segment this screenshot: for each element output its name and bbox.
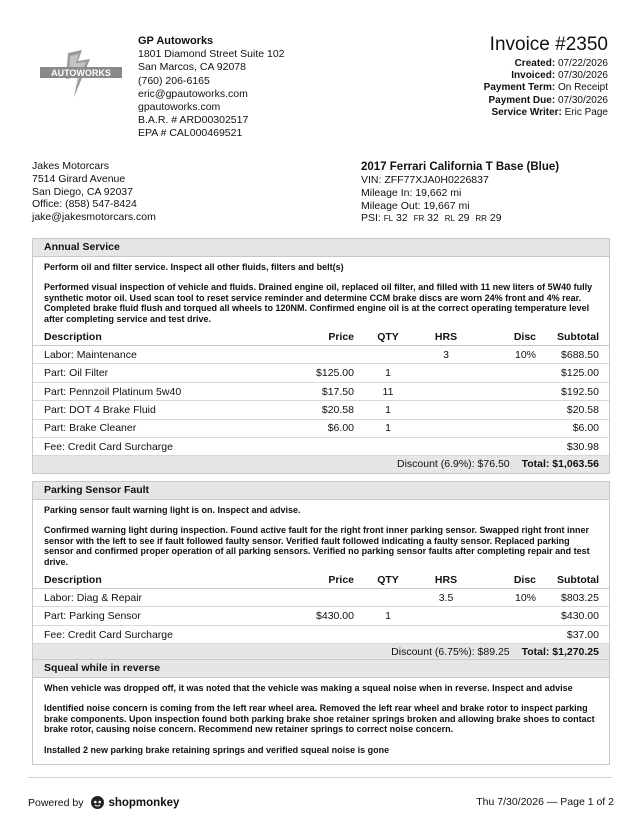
line-items-table — [33, 328, 609, 456]
col-subtotal: Subtotal — [536, 328, 609, 346]
service-section-squeal — [32, 659, 610, 765]
table-row: Labor: Diag & Repair 3.5 10% $803.25 — [33, 589, 609, 607]
col-disc: Disc — [470, 571, 536, 589]
shop-website: gpautoworks.com — [138, 101, 221, 114]
col-description: Description — [33, 328, 286, 346]
vehicle-info — [361, 160, 559, 226]
footer-divider — [28, 777, 612, 778]
table-row: Part: Oil Filter $125.00 1 $125.00 — [33, 364, 609, 382]
customer-email: jake@jakesmotorcars.com — [32, 211, 156, 224]
section-complaint: Perform oil and filter service. Inspect all other fluids, filters and belt(s) — [44, 262, 344, 272]
section-notes: Confirmed warning light during inspection. Found active fault for the right front inner parking sensor. Swapped right front inner sensor with the left to see if fault followed faulty sensor. Verified fault followed indicating a faulty sensor. Replaced parking sensor and confirmed proper operation of all parking sensors. Verified no parking sensor faults after completing repair and test drive. — [44, 525, 590, 567]
section-total: Total: $1,270.25 — [521, 646, 599, 659]
customer-info — [32, 160, 156, 224]
section-discount: Discount (6.9%): $76.50 — [396, 458, 510, 471]
section-title: Annual Service — [33, 239, 609, 257]
table-header-row — [33, 328, 609, 346]
shop-phone: (760) 206-6165 — [138, 74, 210, 87]
shop-name: GP Autoworks — [138, 35, 214, 47]
shop-epa: EPA # CAL000469521 — [138, 127, 243, 140]
col-disc: Disc — [470, 328, 536, 346]
col-hrs: HRS — [422, 571, 470, 589]
shop-email: eric@gpautoworks.com — [138, 87, 248, 100]
section-complaint: When vehicle was dropped off, it was noted that the vehicle was making a squeal noise when in reverse. Inspect and advise — [44, 683, 573, 693]
section-total: Total: $1,063.56 — [521, 458, 599, 471]
vehicle-psi: PSI: FL 32 FR 32 RL 29 RR 29 — [361, 212, 502, 225]
customer-address2: San Diego, CA 92037 — [32, 185, 133, 198]
section-complaint: Parking sensor fault warning light is on. Inspect and advise. — [44, 505, 301, 515]
section-notes: Performed visual inspection of vehicle and fluids. Drained engine oil, replaced oil filter, and filled with 11 new liters of 5W40 fully synthetic motor oil. Used scan tool to reset service reminder and determine CCM brake discs are worn 24% front and 4% rear. Completed brake fluid flush and torqued all wheels to 120NM. Confirmed engine oil is at the correct operating temperature level after completing service and test drive. — [44, 282, 593, 324]
section-title: Parking Sensor Fault — [33, 482, 609, 500]
logo-text: AUTOWORKS — [51, 68, 111, 78]
section-notes-2: Installed 2 new parking brake retaining springs and verified squeal noise is gone — [44, 744, 390, 755]
shopmonkey-icon — [91, 796, 104, 809]
section-discount: Discount (6.75%): $89.25 — [391, 646, 510, 659]
shop-address1: 1801 Diamond Street Suite 102 — [138, 48, 285, 61]
service-section-parking-sensor — [32, 481, 610, 662]
invoice-title: Invoice #2350 — [489, 34, 608, 55]
section-title: Squeal while in reverse — [33, 660, 609, 678]
col-qty: QTY — [354, 571, 422, 589]
invoice-due: Payment Due: 07/30/2026 — [488, 94, 608, 106]
customer-name: Jakes Motorcars — [32, 160, 110, 172]
shop-logo — [38, 47, 124, 99]
col-qty: QTY — [354, 328, 422, 346]
invoice-created: Created: 07/22/2026 — [514, 58, 608, 69]
col-description: Description — [33, 571, 286, 589]
invoice-invoiced: Invoiced: 07/30/2026 — [511, 70, 608, 82]
shopmonkey-brand: shopmonkey — [108, 796, 180, 809]
shop-address2: San Marcos, CA 92078 — [138, 61, 246, 74]
table-header-row — [33, 571, 609, 589]
col-hrs: HRS — [422, 328, 470, 346]
section-notes: Identified noise concern is coming from the left rear wheel area. Removed the left rear wheel and brake rotor to inspect parking brake components. Upon inspection found both parking brake shoe retainer springs broken and allowing brake shoes to contact brake rotor, causing noise concern. Recommend new retainer springs to correct noise concern. — [44, 703, 595, 735]
vehicle-title: 2017 Ferrari California T Base (Blue) — [361, 161, 560, 173]
customer-office: Office: (858) 547-8424 — [32, 198, 137, 211]
table-row: Fee: Credit Card Surcharge $30.98 — [33, 437, 609, 455]
footer-page-info: Thu 7/30/2026 — Page 1 of 2 — [476, 796, 614, 808]
section-totals — [33, 456, 609, 473]
col-price: Price — [286, 571, 354, 589]
col-price: Price — [286, 328, 354, 346]
vehicle-mileage-out: Mileage Out: 19,667 mi — [361, 199, 470, 212]
service-section-annual — [32, 238, 610, 474]
invoice-term: Payment Term: On Receipt — [483, 82, 608, 94]
table-row: Part: Parking Sensor $430.00 1 $430.00 — [33, 607, 609, 625]
vehicle-mileage-in: Mileage In: 19,662 mi — [361, 186, 462, 199]
shop-bar: B.A.R. # ARD00302517 — [138, 114, 249, 127]
table-row: Labor: Maintenance 3 10% $688.50 — [33, 346, 609, 364]
table-row: Part: Pennzoil Platinum 5w40 $17.50 11 $192.50 — [33, 382, 609, 400]
table-row: Part: DOT 4 Brake Fluid $20.58 1 $20.58 — [33, 401, 609, 419]
powered-by-label: Powered by — [28, 796, 84, 809]
line-items-table — [33, 571, 609, 644]
invoice-info — [484, 34, 608, 119]
table-row: Part: Brake Cleaner $6.00 1 $6.00 — [33, 419, 609, 437]
vehicle-vin: VIN: ZFF77XJA0H0226837 — [361, 174, 489, 186]
shop-info — [138, 35, 285, 141]
col-subtotal: Subtotal — [536, 571, 609, 589]
customer-address1: 7514 Girard Avenue — [32, 172, 126, 185]
table-row: Fee: Credit Card Surcharge $37.00 — [33, 625, 609, 643]
footer-powered-by — [28, 796, 179, 809]
invoice-writer: Service Writer: Eric Page — [491, 106, 608, 118]
